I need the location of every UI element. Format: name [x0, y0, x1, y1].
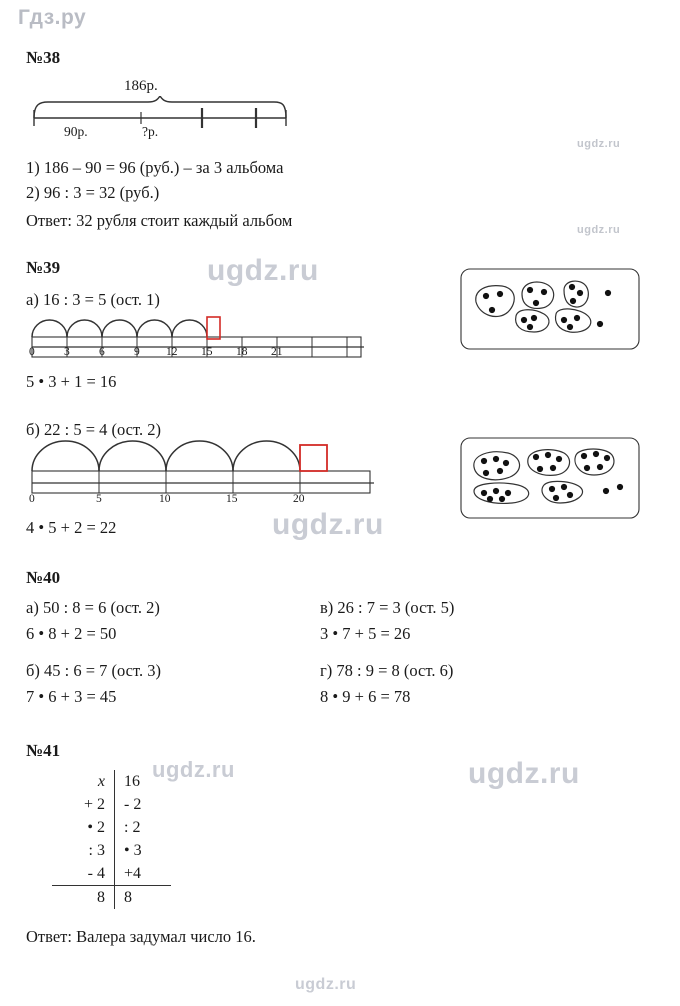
table-row [52, 839, 171, 862]
watermark-mid-1: ugdz.ru [207, 254, 319, 287]
watermark-mid-4: ugdz.ru [468, 757, 580, 790]
table-row [52, 886, 171, 910]
task40a-expression: а) 50 : 8 = 6 (ост. 2) [26, 598, 160, 617]
task41-total-right: 8 [115, 886, 172, 910]
task41-row-1-left: + 2 [83, 795, 105, 813]
task41-row-4-left: - 4 [87, 864, 105, 882]
task40b-check: 7 • 6 + 3 = 45 [26, 687, 117, 706]
task40b-expression: б) 45 : 6 = 7 (ост. 3) [26, 661, 161, 680]
task41-answer: Ответ: Валера задумал число 16. [26, 927, 256, 946]
table-row [52, 862, 171, 886]
watermark-top: Гдз.ру [18, 6, 87, 29]
task39a-check: 5 • 3 + 1 = 16 [26, 372, 117, 391]
task-number-39: №39 [26, 258, 61, 277]
task41-row-3-left: : 3 [88, 841, 105, 859]
task39a-tick-label-0: 0 [29, 346, 35, 358]
task38-answer-line: Ответ: 32 рубля стоит каждый альбом [26, 211, 293, 230]
task41-row-4-right: +4 [115, 862, 172, 886]
task-number-38: №38 [26, 48, 61, 67]
task39b-tick-label-15: 15 [226, 493, 238, 505]
watermark-small-2: ugdz.ru [577, 224, 621, 236]
task38-known-part-label: 90р. [64, 124, 88, 139]
task39a-groups-illustration [460, 268, 640, 350]
task39b-tick-label-5: 5 [96, 493, 102, 505]
table-row [52, 770, 171, 793]
task41-row-3-right: • 3 [115, 839, 172, 862]
task39a-number-line [26, 305, 366, 363]
task40a-check: 6 • 8 + 2 = 50 [26, 624, 117, 643]
task41-table [52, 770, 171, 909]
task39b-groups-illustration [460, 437, 640, 519]
task-number-40: №40 [26, 568, 61, 587]
task40v-expression: в) 26 : 7 = 3 (ост. 5) [320, 598, 455, 617]
task41-header-right: 16 [115, 770, 172, 793]
task39b-number-line [26, 437, 376, 499]
task38-unknown-part-label: ?р. [142, 124, 159, 139]
task38-solution-line-2: 2) 96 : 3 = 32 (руб.) [26, 183, 160, 202]
task-number-41: №41 [26, 741, 61, 760]
task39a-tick-label-9: 9 [134, 346, 140, 358]
task39a-tick-label-15: 15 [201, 346, 213, 358]
task39b-tick-label-10: 10 [159, 493, 171, 505]
task41-total-left: 8 [52, 886, 115, 910]
task40g-check: 8 • 9 + 6 = 78 [320, 687, 411, 706]
watermark-mid-3: ugdz.ru [152, 757, 235, 782]
task39b-tick-label-0: 0 [29, 493, 35, 505]
task41-row-2-right: : 2 [115, 816, 172, 839]
task39a-tick-label-12: 12 [166, 346, 178, 358]
task41-row-2-left: • 2 [87, 818, 105, 836]
watermark-small-1: ugdz.ru [577, 138, 621, 150]
task38-solution-line-1: 1) 186 – 90 = 96 (руб.) – за 3 альбома [26, 158, 284, 177]
task41-row-1-right: - 2 [115, 793, 172, 816]
task40v-check: 3 • 7 + 5 = 26 [320, 624, 411, 643]
table-row [52, 793, 171, 816]
task38-total-label: 186р. [124, 78, 158, 94]
table-row [52, 816, 171, 839]
task39a-tick-label-6: 6 [99, 346, 105, 358]
task39b-check: 4 • 5 + 2 = 22 [26, 518, 117, 537]
task39a-tick-label-18: 18 [236, 346, 248, 358]
watermark-bottom: ugdz.ru [295, 976, 357, 993]
task39b-expression: б) 22 : 5 = 4 (ост. 2) [26, 420, 161, 439]
watermark-mid-2: ugdz.ru [272, 508, 384, 541]
task40g-expression: г) 78 : 9 = 8 (ост. 6) [320, 661, 454, 680]
task39a-tick-label-3: 3 [64, 346, 70, 358]
task39b-tick-label-20: 20 [293, 493, 305, 505]
task41-header-left: x [97, 772, 105, 790]
task39a-tick-label-21: 21 [271, 346, 283, 358]
task39a-expression: а) 16 : 3 = 5 (ост. 1) [26, 290, 160, 309]
